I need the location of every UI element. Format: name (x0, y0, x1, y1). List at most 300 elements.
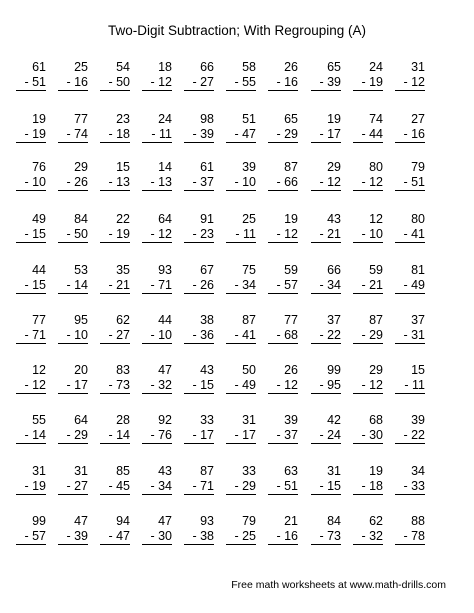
subtraction-problem (58, 514, 88, 545)
subtrahend: - 21 (311, 227, 341, 243)
subtrahend: - 14 (58, 278, 88, 294)
subtrahend: - 34 (142, 479, 172, 495)
minuend: 23 (116, 112, 130, 126)
minuend: 66 (327, 263, 341, 277)
minuend: 93 (158, 263, 172, 277)
minuend: 87 (242, 313, 256, 327)
subtraction-problem (184, 60, 214, 91)
subtrahend: - 47 (226, 127, 256, 143)
subtraction-problem (142, 212, 172, 243)
subtraction-problem (268, 514, 298, 545)
subtrahend: - 12 (353, 175, 383, 191)
minuend: 94 (116, 514, 130, 528)
minuend: 80 (369, 160, 383, 174)
minuend: 44 (32, 263, 46, 277)
subtrahend: - 12 (268, 378, 298, 394)
minuend: 39 (284, 413, 298, 427)
subtrahend: - 26 (184, 278, 214, 294)
subtraction-problem (226, 60, 256, 91)
subtrahend: - 27 (100, 328, 130, 344)
subtraction-problem (16, 464, 46, 495)
subtraction-problem (268, 160, 298, 191)
subtraction-problem (353, 112, 383, 143)
subtraction-problem (184, 313, 214, 344)
subtrahend: - 49 (226, 378, 256, 394)
minuend: 62 (369, 514, 383, 528)
subtrahend: - 68 (268, 328, 298, 344)
minuend: 77 (284, 313, 298, 327)
minuend: 67 (200, 263, 214, 277)
subtraction-problem (100, 464, 130, 495)
subtraction-problem (353, 514, 383, 545)
subtrahend: - 31 (395, 328, 425, 344)
subtraction-problem (184, 514, 214, 545)
subtraction-problem (184, 464, 214, 495)
subtraction-problem (226, 413, 256, 444)
subtraction-problem (311, 413, 341, 444)
minuend: 25 (242, 212, 256, 226)
subtraction-problem (311, 514, 341, 545)
minuend: 25 (74, 60, 88, 74)
subtrahend: - 24 (311, 428, 341, 444)
subtrahend: - 22 (311, 328, 341, 344)
subtraction-problem (16, 112, 46, 143)
subtrahend: - 51 (16, 75, 46, 91)
minuend: 58 (242, 60, 256, 74)
subtrahend: - 13 (100, 175, 130, 191)
subtraction-problem (226, 464, 256, 495)
subtraction-problem (16, 160, 46, 191)
minuend: 64 (74, 413, 88, 427)
subtrahend: - 10 (353, 227, 383, 243)
minuend: 18 (158, 60, 172, 74)
minuend: 76 (32, 160, 46, 174)
minuend: 79 (411, 160, 425, 174)
subtraction-problem (311, 363, 341, 394)
minuend: 62 (116, 313, 130, 327)
subtraction-problem (268, 413, 298, 444)
subtraction-problem (142, 60, 172, 91)
subtrahend: - 15 (311, 479, 341, 495)
subtraction-problem (311, 60, 341, 91)
minuend: 49 (32, 212, 46, 226)
minuend: 92 (158, 413, 172, 427)
minuend: 47 (158, 514, 172, 528)
subtrahend: - 73 (100, 378, 130, 394)
subtrahend: - 23 (184, 227, 214, 243)
minuend: 39 (242, 160, 256, 174)
minuend: 47 (158, 363, 172, 377)
subtrahend: - 12 (311, 175, 341, 191)
subtrahend: - 41 (226, 328, 256, 344)
minuend: 61 (32, 60, 46, 74)
footer-credit: Free math worksheets at www.math-drills.com (231, 579, 446, 591)
minuend: 12 (369, 212, 383, 226)
subtrahend: - 51 (268, 479, 298, 495)
minuend: 65 (327, 60, 341, 74)
subtraction-problem (100, 160, 130, 191)
subtraction-problem (395, 160, 425, 191)
minuend: 37 (327, 313, 341, 327)
subtraction-problem (142, 263, 172, 294)
subtrahend: - 19 (16, 479, 46, 495)
minuend: 31 (242, 413, 256, 427)
minuend: 19 (284, 212, 298, 226)
subtrahend: - 39 (311, 75, 341, 91)
minuend: 84 (327, 514, 341, 528)
subtrahend: - 30 (142, 529, 172, 545)
subtrahend: - 15 (184, 378, 214, 394)
subtraction-problem (268, 112, 298, 143)
minuend: 43 (158, 464, 172, 478)
subtraction-problem (58, 263, 88, 294)
subtrahend: - 10 (142, 328, 172, 344)
subtraction-problem (353, 60, 383, 91)
subtraction-problem (311, 313, 341, 344)
subtraction-problem (58, 160, 88, 191)
subtraction-problem (16, 514, 46, 545)
minuend: 84 (74, 212, 88, 226)
subtrahend: - 10 (226, 175, 256, 191)
subtrahend: - 71 (184, 479, 214, 495)
minuend: 55 (32, 413, 46, 427)
minuend: 15 (411, 363, 425, 377)
subtrahend: - 27 (58, 479, 88, 495)
subtraction-problem (268, 60, 298, 91)
minuend: 87 (200, 464, 214, 478)
minuend: 31 (327, 464, 341, 478)
minuend: 20 (74, 363, 88, 377)
minuend: 51 (242, 112, 256, 126)
subtraction-problem (311, 464, 341, 495)
subtrahend: - 37 (268, 428, 298, 444)
subtraction-problem (353, 313, 383, 344)
subtraction-problem (142, 112, 172, 143)
subtraction-problem (58, 464, 88, 495)
subtraction-problem (16, 313, 46, 344)
subtraction-problem (16, 263, 46, 294)
minuend: 29 (369, 363, 383, 377)
subtraction-problem (395, 60, 425, 91)
subtraction-problem (100, 514, 130, 545)
subtraction-problem (226, 313, 256, 344)
minuend: 63 (284, 464, 298, 478)
minuend: 47 (74, 514, 88, 528)
subtraction-problem (58, 212, 88, 243)
subtrahend: - 18 (353, 479, 383, 495)
subtrahend: - 11 (395, 378, 425, 394)
minuend: 43 (327, 212, 341, 226)
subtraction-problem (184, 160, 214, 191)
subtrahend: - 55 (226, 75, 256, 91)
subtraction-problem (353, 263, 383, 294)
subtrahend: - 10 (16, 175, 46, 191)
subtrahend: - 37 (184, 175, 214, 191)
subtrahend: - 32 (353, 529, 383, 545)
minuend: 27 (411, 112, 425, 126)
minuend: 65 (284, 112, 298, 126)
subtrahend: - 32 (142, 378, 172, 394)
minuend: 74 (369, 112, 383, 126)
minuend: 59 (369, 263, 383, 277)
minuend: 33 (200, 413, 214, 427)
subtraction-problem (142, 464, 172, 495)
minuend: 50 (242, 363, 256, 377)
minuend: 21 (284, 514, 298, 528)
subtraction-problem (58, 60, 88, 91)
minuend: 31 (74, 464, 88, 478)
minuend: 80 (411, 212, 425, 226)
subtrahend: - 11 (226, 227, 256, 243)
subtrahend: - 71 (16, 328, 46, 344)
subtrahend: - 57 (268, 278, 298, 294)
minuend: 87 (369, 313, 383, 327)
minuend: 59 (284, 263, 298, 277)
minuend: 33 (242, 464, 256, 478)
subtraction-problem (311, 112, 341, 143)
subtrahend: - 10 (58, 328, 88, 344)
subtrahend: - 76 (142, 428, 172, 444)
subtrahend: - 66 (268, 175, 298, 191)
minuend: 31 (32, 464, 46, 478)
subtraction-problem (16, 60, 46, 91)
subtraction-problem (100, 112, 130, 143)
subtrahend: - 12 (395, 75, 425, 91)
subtrahend: - 26 (58, 175, 88, 191)
subtrahend: - 21 (100, 278, 130, 294)
subtrahend: - 12 (142, 227, 172, 243)
subtraction-problem (353, 464, 383, 495)
minuend: 99 (32, 514, 46, 528)
subtrahend: - 19 (353, 75, 383, 91)
minuend: 64 (158, 212, 172, 226)
subtraction-problem (100, 363, 130, 394)
subtraction-problem (268, 464, 298, 495)
subtraction-problem (100, 313, 130, 344)
subtraction-problem (395, 363, 425, 394)
subtraction-problem (268, 313, 298, 344)
minuend: 19 (327, 112, 341, 126)
subtrahend: - 34 (226, 278, 256, 294)
subtrahend: - 12 (268, 227, 298, 243)
subtrahend: - 45 (100, 479, 130, 495)
minuend: 83 (116, 363, 130, 377)
subtraction-problem (395, 112, 425, 143)
subtrahend: - 13 (142, 175, 172, 191)
subtrahend: - 21 (353, 278, 383, 294)
subtrahend: - 71 (142, 278, 172, 294)
subtrahend: - 16 (58, 75, 88, 91)
subtrahend: - 14 (100, 428, 130, 444)
subtraction-problem (100, 60, 130, 91)
minuend: 12 (32, 363, 46, 377)
subtraction-problem (184, 413, 214, 444)
minuend: 79 (242, 514, 256, 528)
minuend: 34 (411, 464, 425, 478)
subtraction-problem (268, 363, 298, 394)
minuend: 53 (74, 263, 88, 277)
minuend: 38 (200, 313, 214, 327)
subtraction-problem (184, 263, 214, 294)
minuend: 15 (116, 160, 130, 174)
subtraction-problem (395, 413, 425, 444)
subtrahend: - 16 (268, 75, 298, 91)
subtraction-problem (142, 160, 172, 191)
subtraction-problem (184, 112, 214, 143)
subtrahend: - 44 (353, 127, 383, 143)
subtraction-problem (58, 313, 88, 344)
subtraction-problem (58, 112, 88, 143)
subtrahend: - 51 (395, 175, 425, 191)
minuend: 68 (369, 413, 383, 427)
minuend: 43 (200, 363, 214, 377)
subtrahend: - 12 (16, 378, 46, 394)
subtrahend: - 12 (353, 378, 383, 394)
subtrahend: - 34 (311, 278, 341, 294)
subtrahend: - 50 (58, 227, 88, 243)
subtrahend: - 49 (395, 278, 425, 294)
minuend: 91 (200, 212, 214, 226)
subtraction-problem (16, 413, 46, 444)
minuend: 87 (284, 160, 298, 174)
subtraction-problem (226, 160, 256, 191)
subtraction-problem (395, 263, 425, 294)
subtraction-problem (395, 464, 425, 495)
subtrahend: - 57 (16, 529, 46, 545)
subtraction-problem (58, 363, 88, 394)
subtrahend: - 17 (184, 428, 214, 444)
minuend: 42 (327, 413, 341, 427)
subtrahend: - 29 (226, 479, 256, 495)
minuend: 28 (116, 413, 130, 427)
subtraction-problem (226, 263, 256, 294)
minuend: 54 (116, 60, 130, 74)
subtrahend: - 29 (353, 328, 383, 344)
subtrahend: - 27 (184, 75, 214, 91)
subtraction-problem (142, 413, 172, 444)
subtraction-problem (226, 112, 256, 143)
subtraction-problem (16, 212, 46, 243)
subtraction-problem (353, 160, 383, 191)
subtraction-problem (268, 212, 298, 243)
subtraction-problem (311, 212, 341, 243)
subtrahend: - 19 (100, 227, 130, 243)
minuend: 77 (74, 112, 88, 126)
subtrahend: - 16 (268, 529, 298, 545)
minuend: 39 (411, 413, 425, 427)
subtrahend: - 17 (311, 127, 341, 143)
subtrahend: - 15 (16, 278, 46, 294)
subtrahend: - 29 (58, 428, 88, 444)
minuend: 77 (32, 313, 46, 327)
subtrahend: - 33 (395, 479, 425, 495)
subtraction-problem (311, 160, 341, 191)
subtrahend: - 14 (16, 428, 46, 444)
subtrahend: - 17 (226, 428, 256, 444)
subtrahend: - 29 (268, 127, 298, 143)
subtrahend: - 36 (184, 328, 214, 344)
minuend: 24 (158, 112, 172, 126)
subtrahend: - 19 (16, 127, 46, 143)
subtrahend: - 12 (142, 75, 172, 91)
minuend: 75 (242, 263, 256, 277)
subtraction-problem (100, 212, 130, 243)
minuend: 44 (158, 313, 172, 327)
subtraction-problem (100, 263, 130, 294)
subtraction-problem (395, 212, 425, 243)
subtrahend: - 18 (100, 127, 130, 143)
subtrahend: - 39 (184, 127, 214, 143)
minuend: 31 (411, 60, 425, 74)
minuend: 99 (327, 363, 341, 377)
minuend: 29 (327, 160, 341, 174)
worksheet-title: Two-Digit Subtraction; With Regrouping (A) (107, 23, 367, 38)
minuend: 22 (116, 212, 130, 226)
minuend: 19 (32, 112, 46, 126)
subtrahend: - 15 (16, 227, 46, 243)
subtraction-problem (353, 363, 383, 394)
subtrahend: - 41 (395, 227, 425, 243)
minuend: 26 (284, 60, 298, 74)
minuend: 37 (411, 313, 425, 327)
minuend: 61 (200, 160, 214, 174)
minuend: 93 (200, 514, 214, 528)
subtraction-problem (142, 514, 172, 545)
subtrahend: - 50 (100, 75, 130, 91)
subtraction-problem (395, 514, 425, 545)
minuend: 66 (200, 60, 214, 74)
subtrahend: - 47 (100, 529, 130, 545)
minuend: 29 (74, 160, 88, 174)
subtraction-problem (184, 363, 214, 394)
subtrahend: - 73 (311, 529, 341, 545)
subtraction-problem (142, 363, 172, 394)
subtrahend: - 11 (142, 127, 172, 143)
subtraction-problem (395, 313, 425, 344)
subtraction-problem (353, 212, 383, 243)
minuend: 98 (200, 112, 214, 126)
minuend: 88 (411, 514, 425, 528)
minuend: 95 (74, 313, 88, 327)
minuend: 26 (284, 363, 298, 377)
minuend: 24 (369, 60, 383, 74)
subtraction-problem (16, 363, 46, 394)
subtraction-problem (268, 263, 298, 294)
subtrahend: - 25 (226, 529, 256, 545)
subtraction-problem (184, 212, 214, 243)
subtraction-problem (142, 313, 172, 344)
subtraction-problem (226, 363, 256, 394)
subtraction-problem (226, 514, 256, 545)
subtraction-problem (311, 263, 341, 294)
subtrahend: - 16 (395, 127, 425, 143)
subtrahend: - 17 (58, 378, 88, 394)
subtraction-problem (226, 212, 256, 243)
minuend: 81 (411, 263, 425, 277)
subtrahend: - 39 (58, 529, 88, 545)
minuend: 19 (369, 464, 383, 478)
subtrahend: - 74 (58, 127, 88, 143)
subtrahend: - 38 (184, 529, 214, 545)
minuend: 85 (116, 464, 130, 478)
minuend: 35 (116, 263, 130, 277)
subtraction-problem (353, 413, 383, 444)
minuend: 14 (158, 160, 172, 174)
subtrahend: - 95 (311, 378, 341, 394)
subtrahend: - 22 (395, 428, 425, 444)
subtrahend: - 78 (395, 529, 425, 545)
subtrahend: - 30 (353, 428, 383, 444)
